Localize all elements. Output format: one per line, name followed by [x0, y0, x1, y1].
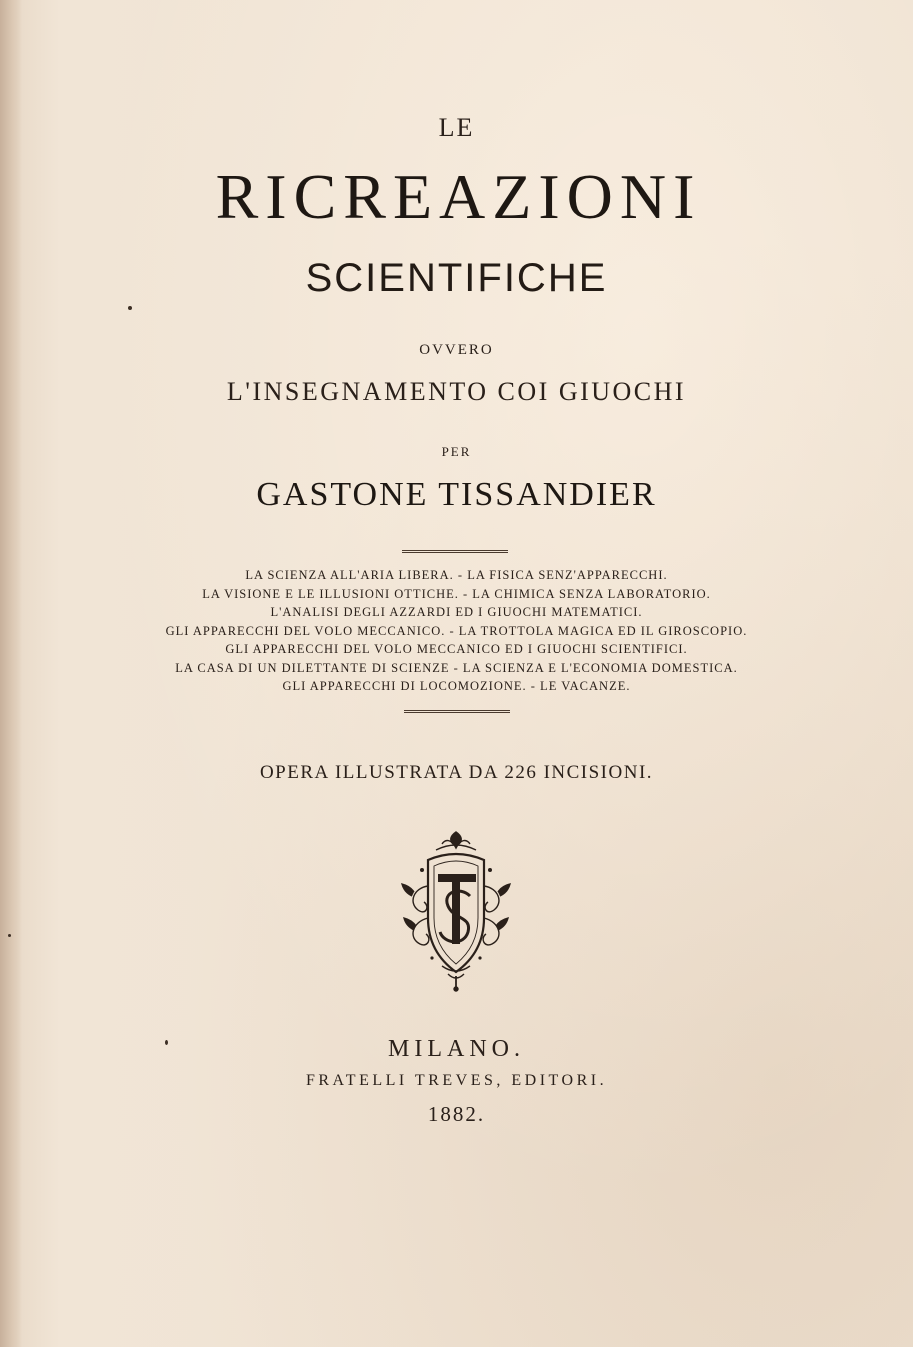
contents-line: GLI APPARECCHI DI LOCOMOZIONE. - LE VACANZE.: [282, 679, 631, 693]
paper-speck: [128, 306, 132, 310]
illustrations-note: OPERA ILLUSTRATA DA 226 INCISIONI.: [259, 762, 654, 783]
paper-speck: [165, 1040, 168, 1045]
publication-city: MILANO.: [388, 1036, 525, 1062]
book-title: RICREAZIONI: [215, 161, 702, 232]
publisher-name: FRATELLI TREVES, EDITORI.: [305, 1072, 608, 1089]
contents-line: GLI APPARECCHI DEL VOLO MECCANICO ED I GIUOCHI SCIENTIFICI.: [225, 642, 688, 656]
contents-list: [0, 566, 913, 696]
paper-speck: [8, 934, 11, 937]
ovvero-label: OVVERO: [419, 342, 494, 358]
contents-line: L'ANALISI DEGLI AZZARDI ED I GIUOCHI MATEMATICI.: [270, 605, 643, 619]
contents-line: GLI APPARECCHI DEL VOLO MECCANICO. - LA TROTTOLA MAGICA ED IL GIROSCOPIO.: [165, 623, 748, 638]
publication-year: 1882.: [427, 1102, 486, 1126]
publisher-monogram-emblem-icon: [398, 826, 514, 992]
divider-rule-top: [402, 550, 508, 553]
divider-rule-bottom: [404, 710, 510, 713]
author-name: GASTONE TISSANDIER: [256, 476, 657, 513]
contents-line: LA CASA DI UN DILETTANTE DI SCIENZE - LA SCIENZA E L'ECONOMIA DOMESTICA.: [175, 660, 738, 675]
book-subtitle: SCIENTIFICHE: [305, 256, 608, 300]
contents-line: LA SCIENZA ALL'ARIA LIBERA. - LA FISICA SENZ'APPARECCHI.: [245, 568, 668, 582]
per-label: PER: [441, 444, 472, 459]
contents-line: LA VISIONE E LE ILLUSIONI OTTICHE. - LA CHIMICA SENZA LABORATORIO.: [202, 586, 711, 601]
title-article: LE: [438, 113, 475, 142]
alternate-title: L'INSEGNAMENTO COI GIUOCHI: [226, 377, 687, 406]
